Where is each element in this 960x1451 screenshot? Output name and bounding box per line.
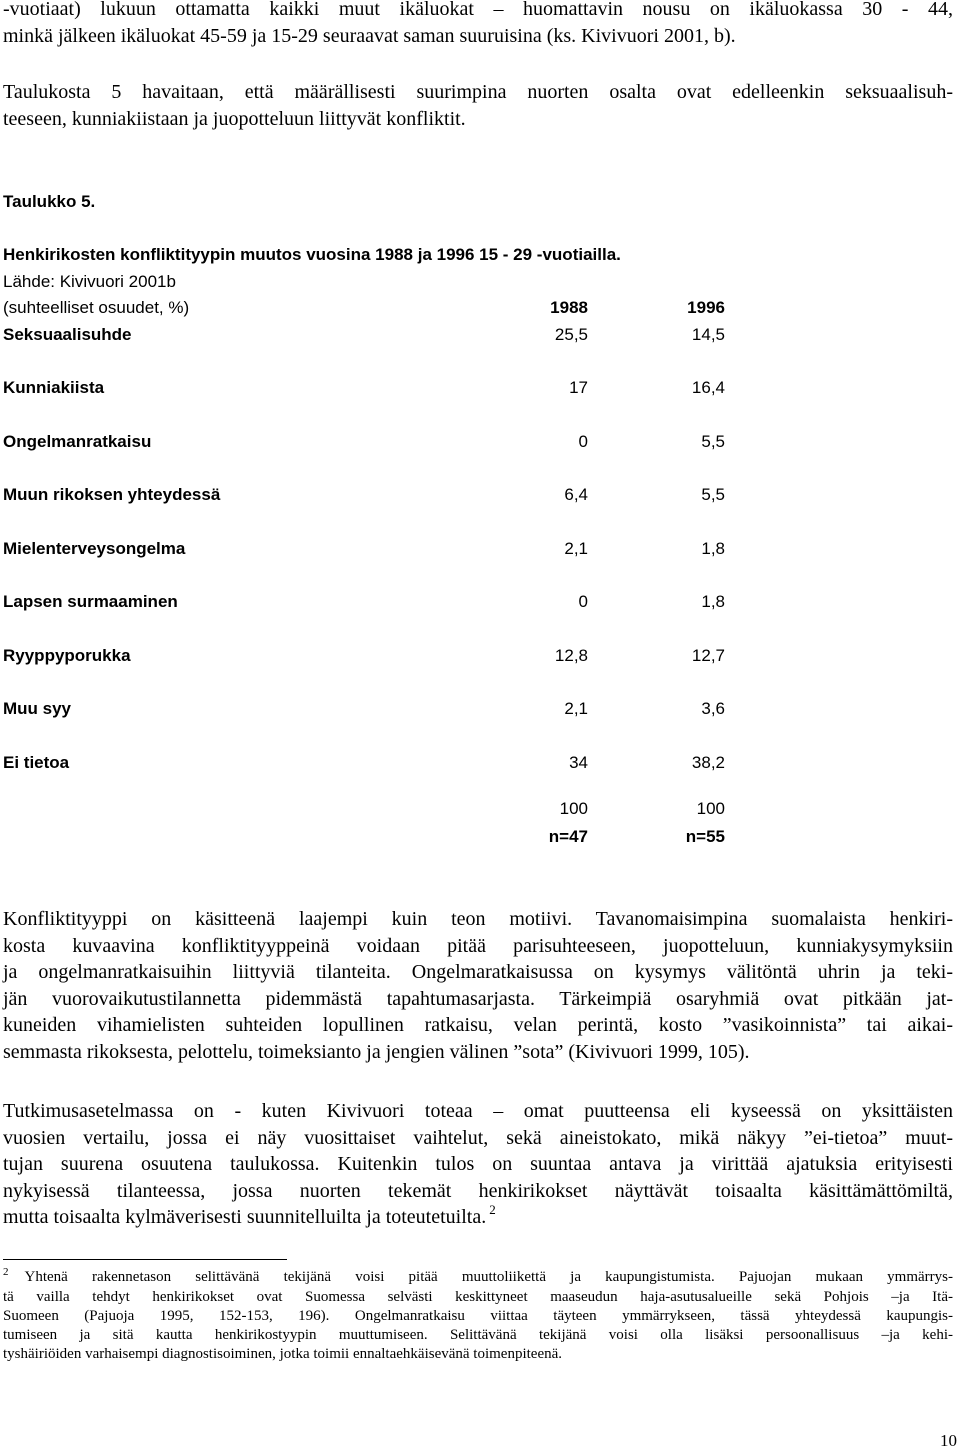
value-1988: 6,4 (564, 485, 588, 504)
footnote-reference[interactable]: 2 (489, 1202, 496, 1217)
paragraph-conflict-types (3, 906, 953, 1065)
footnote-line: Suomeen (Pajuoja 1995, 152-153, 196). Ongelmanratkaisu viittaa täyteen ymmärrykseen, tässä yhteydessä kaupungis- (3, 1308, 953, 1324)
value-1988: 12,8 (554, 646, 588, 665)
table-row (3, 753, 725, 777)
value-1996: 16,4 (691, 378, 725, 397)
text-line: Taulukosta 5 havaitaan, että määrällisesti suurimpina nuorten osalta ovat edelleenkin seksuaalisuh- (3, 81, 953, 103)
table-total-row (3, 799, 725, 823)
value-1988: 0 (578, 432, 588, 451)
text-line: kosta kuvaavina konfliktityyppeinä voidaan pitää parisuhteeseen, juopotteluun, kunniakysymyksiin (3, 934, 953, 957)
value-1996: 12,7 (691, 646, 725, 665)
text-line: jän vuorovaikutustilannetta pidemmästä tapahtumasarjasta. Tärkeimpiä osaryhmiä ovat pitkään jat- (3, 987, 953, 1010)
text-line (3, 1204, 953, 1233)
footnote (3, 1268, 953, 1364)
row-label: Mielenterveysongelma (3, 539, 186, 558)
table-source: Lähde: Kivivuori 2001b (3, 272, 176, 291)
value-1988: 17 (569, 378, 588, 397)
total-1996: 100 (696, 799, 725, 818)
value-1988: 2,1 (564, 699, 588, 718)
text-line: tujan suurena osuutena taulukossa. Kuitenkin tulos on suuntaa antava ja virittää ajatuksia erityisesti (3, 1153, 953, 1175)
text-line: nykyisessä tilanteessa, jossa nuorten tekemät henkirikokset näyttävät toisaalta käsittämättömiltä, (3, 1179, 953, 1202)
row-label: Muu syy (3, 699, 72, 718)
intro-paragraph (3, 0, 953, 49)
total-1988: 100 (559, 799, 588, 818)
value-1988: 34 (569, 753, 588, 772)
table-header-label: (suhteelliset osuudet, %) (3, 298, 190, 317)
n-1996: n=55 (685, 827, 725, 846)
table-header-1996: 1996 (687, 298, 725, 317)
text-line-content: mutta toisaalta kylmäverisesti suunnitelluilta ja toteutetuilta. (3, 1206, 487, 1228)
page-number: 10 (940, 1431, 957, 1450)
table-number: Taulukko 5. (3, 192, 96, 211)
table-row (3, 378, 725, 402)
text-line: minkä jälkeen ikäluokat 45-59 ja 15-29 seuraavat saman suuruisina (ks. Kivivuori 2001, b). (3, 24, 736, 47)
text-line: -vuotiaat) lukuun ottamatta kaikki muut ikäluokat – huomattavin nousu on ikäluokassa 30 - 44, (3, 0, 953, 20)
table-header-row (3, 298, 725, 322)
footnote-line: tumiseen ja sitä kautta henkirikostyypin muuttumiseen. Selittävänä tekijänä voisi olla lisäksi persoonallisuus –ja kehi- (3, 1327, 953, 1343)
text-line: vuosien vertailu, jossa ei näy vuosittaiset vaihtelut, sekä aineistokato, mikä näkyy ”ei-tietoa” muut- (3, 1126, 953, 1149)
table-row (3, 699, 725, 723)
row-label: Ryyppyporukka (3, 646, 131, 665)
table-row (3, 646, 725, 670)
value-1996: 5,5 (701, 432, 725, 451)
text-line: teeseen, kunniakiistaan ja juopotteluun liittyvät konfliktit. (3, 107, 466, 130)
text-line: semmasta rikoksesta, pelottelu, toimeksianto ja jengien välinen ”sota” (Kivivuori 1999, 105). (3, 1040, 750, 1063)
value-1996: 1,8 (701, 539, 725, 558)
row-label: Muun rikoksen yhteydessä (3, 485, 221, 504)
table-row (3, 485, 725, 509)
table-n-row (3, 827, 725, 851)
value-1988: 2,1 (564, 539, 588, 558)
footnote-number: 2 (3, 1266, 9, 1278)
text-line: kuneiden vihamielisten suhteiden lopullinen ratkaisu, velan perintä, kosto ”vasikoinnista” tai aikai- (3, 1014, 953, 1036)
row-label: Seksuaalisuhde (3, 325, 132, 344)
value-1988: 25,5 (554, 325, 588, 344)
footnote-line-text: Yhtenä rakennetason selittävänä tekijänä voisi pitää muuttoliikettä ja kaupungistumista. Pajuojan mukaan ymmärrys- (24, 1269, 953, 1285)
paragraph-table-intro (3, 79, 953, 132)
footnote-line: tyshäiriöiden varhaisempi diagnostisoiminen, jotka toimii ennaltaehkäisevänä toimenpiteenä. (3, 1346, 563, 1362)
table-row (3, 432, 725, 456)
value-1996: 38,2 (691, 753, 725, 772)
text-line: Tutkimusasetelmassa on - kuten Kivivuori toteaa – omat puutteensa eli kyseessä on yksittäisten (3, 1100, 953, 1122)
table-header-1988: 1988 (550, 298, 588, 317)
row-label: Ei tietoa (3, 753, 70, 772)
value-1996: 5,5 (701, 485, 725, 504)
table-row (3, 325, 725, 349)
footnote-line (3, 1268, 953, 1288)
footnote-line: tä vailla tehdyt henkirikokset ovat Suomessa selvästi keskittyneet maaseudun haja-asutusalueille sekä Pohjois –ja Itä- (3, 1289, 953, 1305)
footnote-divider (3, 1259, 287, 1260)
table-title: Henkirikosten konfliktityypin muutos vuosina 1988 ja 1996 15 - 29 -vuotiailla. (3, 245, 621, 264)
text-line: Konfliktityyppi on käsitteenä laajempi kuin teon motiivi. Tavanomaisimpina suomalaista henkiri- (3, 908, 953, 930)
n-1988: n=47 (548, 827, 588, 846)
row-label: Kunniakiista (3, 378, 105, 397)
table-row (3, 539, 725, 563)
value-1988: 0 (578, 592, 588, 611)
text-line: ja ongelmanratkaisuihin liittyviä tilanteita. Ongelmaratkaisussa on kysymys välitöntä uhrin ja teki- (3, 961, 953, 983)
table-row (3, 592, 725, 616)
paragraph-research-design (3, 1098, 953, 1233)
value-1996: 3,6 (701, 699, 725, 718)
row-label: Ongelmanratkaisu (3, 432, 152, 451)
row-label: Lapsen surmaaminen (3, 592, 178, 611)
value-1996: 1,8 (701, 592, 725, 611)
value-1996: 14,5 (691, 325, 725, 344)
